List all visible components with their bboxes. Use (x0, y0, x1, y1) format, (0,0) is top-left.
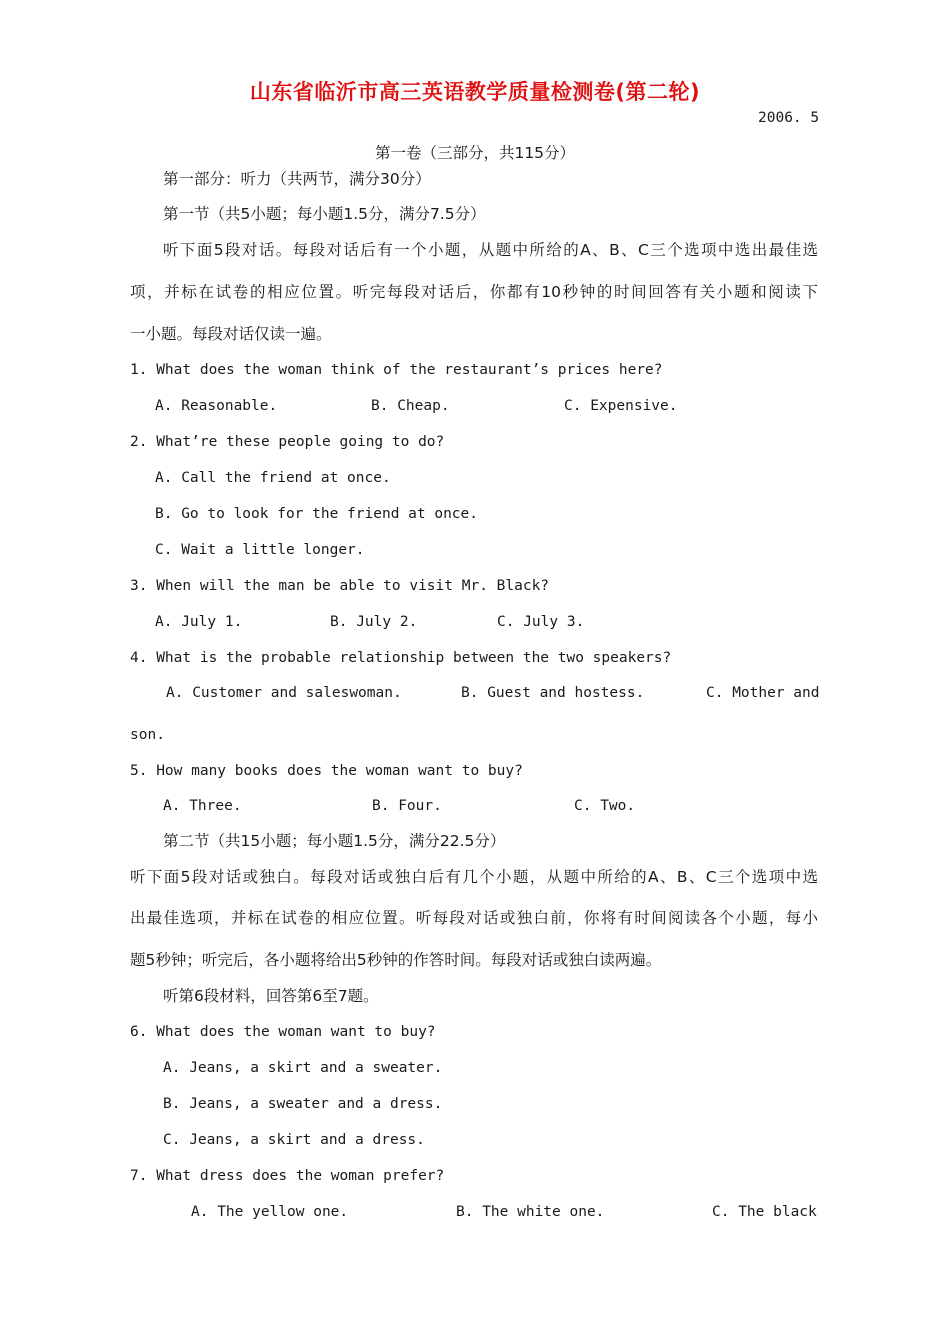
exam-date: 2006. 5 (758, 110, 820, 126)
instruction-line: 听下面5段对话。每段对话后有一个小题，从题中所给的A、B、C三个选项中选出最佳选 (163, 241, 818, 259)
instruction-line: 一小题。每段对话仅读一遍。 (130, 325, 332, 343)
option-b: B. Guest and hostess. (461, 685, 645, 701)
option-c: C. The black (712, 1204, 817, 1220)
question-stem: 2. What’re these people going to do? (130, 434, 445, 450)
instruction-line: 题5秒钟；听完后，各小题将给出5秒钟的作答时间。每段对话或独白读两遍。 (130, 951, 662, 969)
volume-heading: 第一卷（三部分，共115分） (374, 144, 576, 162)
option-a: A. The yellow one. (191, 1204, 349, 1220)
option-a: A. Reasonable. (155, 398, 278, 414)
section1-heading: 第一节（共5小题；每小题1.5分，满分7.5分） (163, 205, 486, 223)
option-b: B. Jeans, a sweater and a dress. (163, 1096, 443, 1112)
question-stem: 3. When will the man be able to visit Mr. Black? (130, 578, 550, 594)
option-c: C. Two. (574, 798, 636, 814)
option-b: B. July 2. (330, 614, 418, 630)
option-c: C. Wait a little longer. (155, 542, 365, 558)
option-b: B. Go to look for the friend at once. (155, 506, 479, 522)
option-b: B. Four. (372, 798, 442, 814)
option-a: A. Call the friend at once. (155, 470, 391, 486)
option-continuation: son. (130, 727, 165, 743)
option-c: C. Expensive. (564, 398, 678, 414)
question-stem: 7. What dress does the woman prefer? (130, 1168, 445, 1184)
question-stem: 6. What does the woman want to buy? (130, 1024, 436, 1040)
question-stem: 1. What does the woman think of the restaurant’s prices here? (130, 362, 663, 378)
option-a: A. Jeans, a skirt and a sweater. (163, 1060, 443, 1076)
section2-heading: 第二节（共15小题；每小题1.5分，满分22.5分） (163, 832, 506, 850)
option-c: C. Mother and (706, 685, 820, 701)
option-b: B. Cheap. (371, 398, 450, 414)
part1-heading: 第一部分：听力（共两节，满分30分） (163, 170, 431, 188)
question-stem: 4. What is the probable relationship between the two speakers? (130, 650, 672, 666)
instruction-line: 听下面5段对话或独白。每段对话或独白后有几个小题，从题中所给的A、B、C三个选项中选 (130, 868, 818, 886)
option-c: C. Jeans, a skirt and a dress. (163, 1132, 425, 1148)
instruction-line: 项，并标在试卷的相应位置。听完每段对话后，你都有10秒钟的时间回答有关小题和阅读下 (130, 283, 818, 301)
option-b: B. The white one. (456, 1204, 605, 1220)
question-stem: 5. How many books does the woman want to buy? (130, 763, 523, 779)
option-a: A. Three. (163, 798, 242, 814)
option-a: A. July 1. (155, 614, 243, 630)
option-a: A. Customer and saleswoman. (166, 685, 402, 701)
material-note: 听第6段材料，回答第6至7题。 (163, 987, 379, 1005)
option-c: C. July 3. (497, 614, 585, 630)
exam-title: 山东省临沂市高三英语教学质量检测卷(第二轮) (249, 80, 701, 104)
instruction-line: 出最佳选项，并标在试卷的相应位置。听每段对话或独白前，你将有时间阅读各个小题，每小 (130, 909, 818, 927)
